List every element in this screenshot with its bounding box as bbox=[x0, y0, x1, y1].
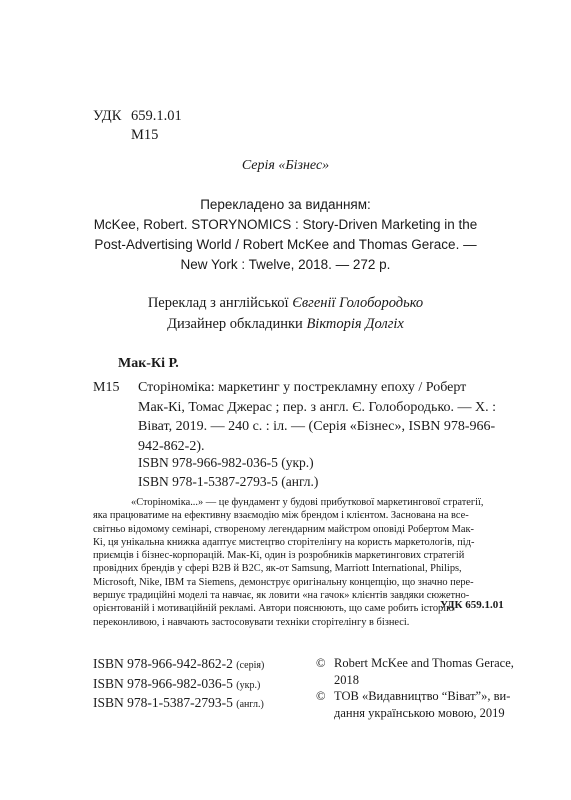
translator-name: Євгенії Голобородько bbox=[292, 295, 424, 311]
biblio-text bbox=[138, 378, 496, 456]
isbn-tag: (укр.) bbox=[236, 679, 261, 691]
abstract-line: вершує традиційні моделі та навчає, як ловити «на гачок» клієнтів завдяки сюжетно- bbox=[93, 590, 470, 602]
isbn-series bbox=[93, 655, 264, 675]
copyright-line bbox=[316, 655, 514, 672]
author-heading: Мак-Кі Р. bbox=[118, 356, 179, 371]
credits bbox=[0, 293, 571, 335]
isbn-tag: (серія) bbox=[236, 660, 265, 671]
biblio-code: М15 bbox=[93, 380, 120, 395]
isbn-number: ISBN 978-966-942-862-2 bbox=[93, 656, 233, 671]
designer-name: Вікторія Долгіх bbox=[306, 316, 404, 332]
abstract-line: орієнтованій і мотиваційній рекламі. Автори пояснюють, що саме робить історію bbox=[93, 603, 454, 615]
udk-label: УДК bbox=[93, 108, 122, 124]
udk-author-code: М15 bbox=[131, 127, 159, 143]
original-heading: Перекладено за виданням: bbox=[200, 197, 371, 212]
abstract-line: світньо відомому семінарі, створеному легендарним майстром оповіді Робертом Мак- bbox=[93, 523, 475, 535]
abstract-line: «Сторіноміка...» — це фундамент у будові прибуткової маркетингової стратегії, bbox=[131, 497, 484, 508]
abstract-line: Кі, ця унікальна книжка адаптує мистецтво сторітелінгу на користь маркетологів, під- bbox=[93, 536, 475, 548]
abstract-line: Microsoft, Nike, IBM та Siemens, демонструє оригінальну концепцію, що значно пере- bbox=[93, 576, 474, 588]
original-line: New York : Twelve, 2018. — 272 p. bbox=[180, 257, 391, 272]
isbn-number: ISBN 978-966-982-036-5 bbox=[93, 675, 233, 691]
original-line: Post-Advertising World / Robert McKee and Thomas Gerace. — bbox=[94, 237, 477, 252]
isbn-ukr: ISBN 978-966-982-036-5 (укр.) bbox=[138, 455, 314, 470]
translation-credit bbox=[0, 293, 571, 314]
copyright-icon: © bbox=[316, 656, 326, 670]
original-edition bbox=[0, 195, 571, 275]
isbn-list bbox=[93, 655, 264, 714]
biblio-line: Мак-Кі, Томас Джерас ; пер. з англ. Є. Голобородько. — Х. : bbox=[138, 399, 497, 415]
isbn-ukr-bottom bbox=[93, 675, 264, 695]
copyright-block bbox=[316, 655, 514, 721]
copyright-line: 2018 bbox=[334, 672, 359, 687]
isbn-eng: ISBN 978-1-5387-2793-5 (англ.) bbox=[138, 474, 319, 489]
biblio-line: Віват, 2019. — 240 с. : іл. — (Серія «Бізнес», ISBN 978-966- bbox=[138, 419, 496, 434]
series-title: Серія «Бізнес» bbox=[241, 158, 330, 173]
udk-block bbox=[93, 107, 182, 145]
biblio-line: Сторіноміка: маркетинг у пострекламну епоху / Роберт bbox=[138, 380, 467, 395]
abstract-line: провідних брендів у сфері B2B й B2C, як-от Samsung, Marriott International, Philips, bbox=[93, 563, 462, 575]
designer-credit bbox=[0, 314, 571, 335]
copyright-line bbox=[316, 688, 514, 705]
abstract-line: яка працюватиме на ефективну взаємодію між брендом і клієнтом. Заснована на все- bbox=[93, 510, 469, 522]
biblio-isbns bbox=[138, 453, 318, 491]
abstract-line: переконливою, і навчають застосовувати техніки сторітелінгу в бізнесі. bbox=[93, 616, 410, 628]
original-line: McKee, Robert. STORYNOMICS : Story-Driven Marketing in the bbox=[93, 217, 478, 232]
copyright-text: Robert McKee and Thomas Gerace, bbox=[334, 656, 514, 670]
udk-bottom: УДК 659.1.01 bbox=[440, 599, 504, 611]
copyright-line: дання українською мовою, 2019 bbox=[334, 705, 505, 720]
udk-code: 659.1.01 bbox=[131, 108, 182, 124]
biblio-line: 942-862-2). bbox=[138, 438, 205, 454]
abstract bbox=[93, 496, 500, 629]
isbn-number: ISBN 978-1-5387-2793-5 bbox=[93, 695, 233, 710]
designer-prefix: Дизайнер обкладинки bbox=[167, 316, 307, 332]
copyright-text: ТОВ «Видавництво “Віват”», ви- bbox=[334, 689, 511, 703]
abstract-line: приємців і бізнес-корпорацій. Мак-Кі, один із розробників маркетингових стратегій bbox=[93, 550, 465, 562]
copyright-icon: © bbox=[316, 689, 326, 703]
translation-prefix: Переклад з англійської bbox=[147, 295, 293, 311]
isbn-eng-bottom bbox=[93, 694, 264, 714]
isbn-tag: (англ.) bbox=[236, 699, 264, 710]
